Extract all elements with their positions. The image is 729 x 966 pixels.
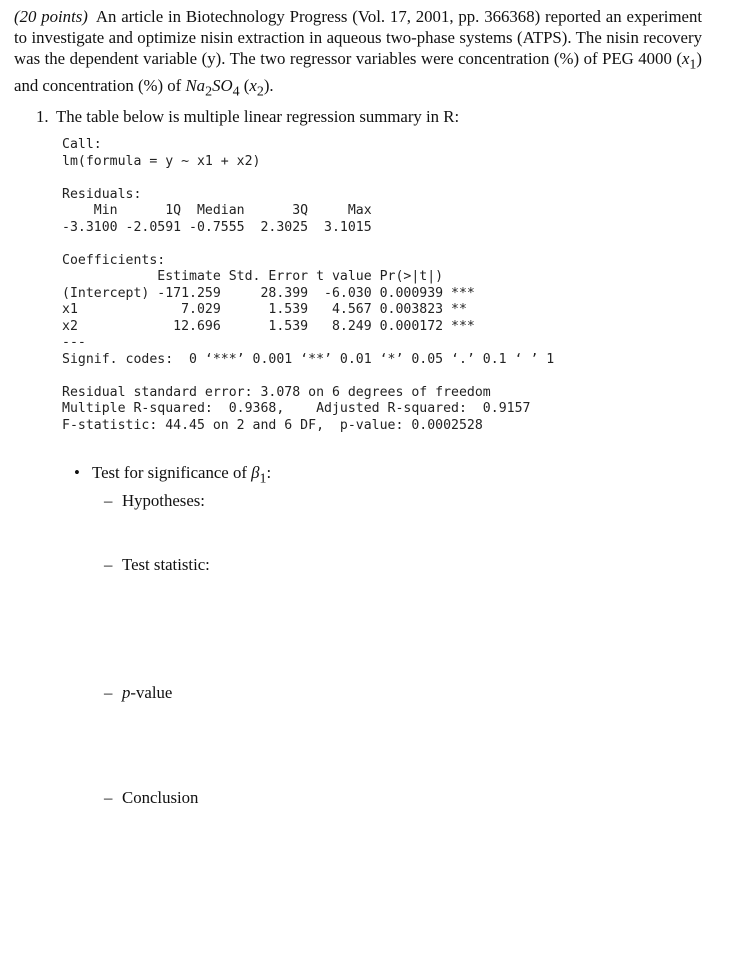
- test-statistic-label: Test statistic:: [122, 555, 210, 574]
- subitem-p-value: [104, 683, 172, 703]
- test-colon: :: [266, 463, 272, 482]
- points-label: (20 points): [14, 7, 88, 26]
- na-subscript: 2: [205, 84, 213, 100]
- dash-marker: –: [104, 683, 113, 702]
- na-symbol: Na: [185, 76, 206, 96]
- so-subscript: 4: [232, 84, 240, 100]
- x2-symbol: x: [249, 76, 257, 96]
- intro-mid: ) and concentration (%) of: [14, 49, 702, 96]
- conclusion-label: Conclusion: [122, 788, 199, 807]
- beta-subscript: 1: [259, 471, 267, 487]
- paren-open: (: [239, 76, 250, 96]
- p-value-label: -value: [130, 683, 173, 702]
- r-regression-output: Call: lm(formula = y ~ x1 + x2) Residuals: Min 1Q Median 3Q Max -3.3100 -2.0591 -0.7555 2.3025 3.1015 Coefficients: Estimate Std. Error t value Pr(>|t|) (Intercept) -171.259 28.399 -6.030 0.000939 *** x1 7.029 1.539 4.567 0.003823 ** x2 12.696 1.539 8.249 0.000172 *** --- Signif. codes: 0 ‘***’ 0.001 ‘**’ 0.01 ‘*’ 0.05 ‘.’ 0.1 ‘ ’ 1 Residual standard error: 3.078 on 6 degrees of freedom Multiple R-squared: 0.9368, Adjusted R-squared: 0.9157 F-statistic: 44.45 on 2 and 6 DF, p-value: 0.0002528: [62, 137, 555, 433]
- dash-marker: –: [104, 788, 113, 807]
- subitem-test-statistic: [104, 555, 210, 575]
- significance-test-item: [74, 463, 271, 487]
- subitem-hypotheses: [104, 491, 205, 511]
- beta-symbol: β: [251, 463, 260, 482]
- x1-subscript: 1: [689, 57, 697, 73]
- dash-marker: –: [104, 555, 113, 574]
- question-number: 1.: [36, 107, 49, 126]
- x2-subscript: 2: [256, 84, 264, 100]
- question-1: [36, 107, 459, 127]
- dash-marker: –: [104, 491, 113, 510]
- test-prefix: Test for significance of: [92, 463, 252, 482]
- problem-intro: [14, 6, 702, 103]
- hypotheses-label: Hypotheses:: [122, 491, 205, 510]
- bullet-marker: •: [74, 463, 80, 482]
- p-symbol: p: [122, 683, 131, 702]
- question-text: The table below is multiple linear regression summary in R:: [56, 107, 460, 126]
- intro-end: ).: [263, 76, 274, 96]
- intro-text: An article in Biotechnology Progress (Vol. 17, 2001, pp. 366368) reported an experiment to investigate and optimize nisin extraction in aqueous two-phase systems (ATPS). The nisin recovery was the dependent variable (y). The two regressor variables were concentration (%) of PEG 4000 (: [14, 7, 702, 68]
- x1-symbol: x: [681, 49, 690, 68]
- subitem-conclusion: [104, 788, 198, 808]
- so-symbol: SO: [212, 76, 233, 96]
